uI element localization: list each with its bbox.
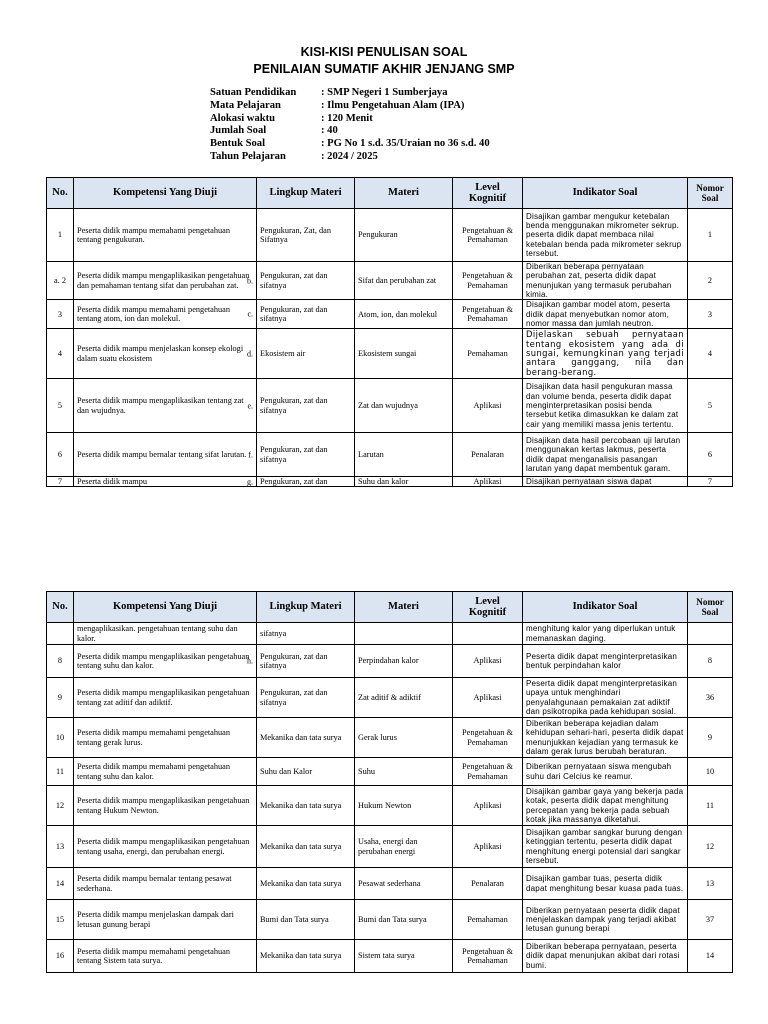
cell-level-text: Pengetahuan & Pemahaman — [462, 304, 513, 324]
cell-kompetensi — [74, 758, 257, 786]
cell-nomor — [688, 262, 733, 300]
cell-indikator — [523, 209, 688, 262]
cell-indikator-text: Diberikan beberapa kejadian dalam kehidupan sehari-hari, peserta didik dapat menunjukkan kejadian yang termasuk ke dalam gerak lurus berubah beraturan. — [526, 718, 684, 756]
table-row — [47, 718, 733, 758]
info-label: Jumlah Soal — [210, 125, 267, 137]
cell-nomor-text: 12 — [705, 841, 715, 851]
cell-no — [47, 900, 74, 940]
info-label: Bentuk Soal — [210, 138, 266, 150]
cell-indikator — [523, 718, 688, 758]
cell-materi — [355, 300, 453, 329]
table-header-row — [47, 592, 733, 623]
identity-block — [210, 87, 490, 164]
cell-nomor-text: 8 — [707, 656, 713, 666]
cell-no-text: 1 — [57, 230, 63, 240]
list-marker: f. — [248, 450, 253, 460]
cell-indikator — [523, 678, 688, 718]
cell-materi-text: Perpindahan kalor — [358, 656, 419, 666]
cell-lingkup-text: Pengukuran, zat dan sifatnya — [260, 271, 328, 290]
cell-lingkup-text: Bumi dan Tata surya — [260, 914, 329, 924]
cell-nomor-text: 36 — [705, 692, 715, 702]
info-label: Mata Pelajaran — [210, 99, 281, 111]
cell-indikator-text: Diberikan beberapa pernyataan, peserta didik dapat menunjukan akibat dari rotasi bumi. — [526, 942, 680, 970]
cell-indikator — [523, 379, 688, 433]
cell-level-text: Penalaran — [471, 878, 504, 888]
cell-kompetensi — [74, 900, 257, 940]
cell-lingkup-text: Pengukuran, Zat, dan Sifatnya — [260, 225, 331, 244]
cell-indikator-text: Peserta didik dapat menginterpretasikan upaya untuk menghindari penyalahgunaan pemakaian zat adiktif dan psikotropika pada kehidupan sosial. — [526, 678, 677, 716]
cell-nomor-text: 1 — [707, 230, 713, 240]
cell-no — [47, 868, 74, 900]
cell-lingkup-text: Mekanika dan tata surya — [260, 732, 342, 742]
cell-kompetensi — [74, 623, 257, 645]
cell-kompetensi-text: Peserta didik mampu mengaplikasikan pengetahuan tentang suhu dan kalor. — [77, 651, 250, 670]
cell-nomor — [688, 329, 733, 379]
cell-no — [47, 718, 74, 758]
col-header-lingkup: Lingkup Materi — [257, 592, 355, 623]
cell-nomor-text: 4 — [707, 349, 713, 359]
cell-kompetensi — [74, 329, 257, 379]
cell-kompetensi — [74, 868, 257, 900]
cell-no-text: 16 — [55, 951, 65, 961]
cell-nomor — [688, 900, 733, 940]
info-value: : 40 — [321, 125, 338, 137]
cell-indikator-text: Disajikan pernyataan siswa dapat — [526, 477, 652, 487]
col-header-no: No. — [47, 592, 74, 623]
cell-nomor — [688, 940, 733, 973]
cell-nomor — [688, 379, 733, 433]
cell-level-text: Aplikasi — [473, 692, 502, 702]
cell-level-text: Pengetahuan & Pemahaman — [462, 762, 513, 781]
cell-materi — [355, 433, 453, 477]
cell-no-text: 6 — [57, 450, 63, 460]
col-header-nomor: Nomor Soal — [688, 592, 733, 623]
cell-materi — [355, 329, 453, 379]
cell-indikator — [523, 300, 688, 329]
cell-lingkup — [257, 433, 355, 477]
cell-nomor — [688, 758, 733, 786]
cell-materi — [355, 826, 453, 868]
col-header-level: Level Kognitif — [453, 178, 523, 209]
cell-no-text: 7 — [57, 477, 63, 487]
cell-kompetensi-text: Peserta didik mampu mengaplikasikan pengetahuan tentang usaha, energi, dan perubahan energi. — [77, 837, 250, 856]
cell-kompetensi — [74, 209, 257, 262]
cell-level — [453, 900, 523, 940]
table-row — [47, 758, 733, 786]
table-row — [47, 940, 733, 973]
cell-level-text: Pengetahuan & Pemahaman — [462, 271, 513, 290]
cell-level-text: Pengetahuan & Pemahaman — [462, 946, 513, 965]
cell-materi-text: Usaha, energi dan perubahan energi — [358, 837, 418, 856]
table-header-row — [47, 178, 733, 209]
cell-no-text: 5 — [57, 401, 63, 411]
cell-level — [453, 209, 523, 262]
cell-materi-text: Sifat dan perubahan zat — [358, 275, 437, 285]
col-header-lingkup: Lingkup Materi — [257, 178, 355, 209]
cell-level — [453, 300, 523, 329]
cell-lingkup — [257, 477, 355, 487]
info-value: : 2024 / 2025 — [321, 150, 378, 162]
cell-nomor — [688, 209, 733, 262]
cell-materi-text: Suhu — [358, 766, 376, 776]
cell-no — [47, 379, 74, 433]
info-row-bentuk — [210, 138, 490, 151]
cell-level — [453, 758, 523, 786]
cell-no-text: 3 — [57, 309, 63, 319]
cell-nomor-text: 13 — [705, 878, 715, 888]
cell-materi-text: Ekosistem sungai — [358, 349, 417, 359]
cell-materi — [355, 900, 453, 940]
cell-no-text: 4 — [57, 349, 63, 359]
cell-nomor — [688, 718, 733, 758]
cell-materi — [355, 718, 453, 758]
cell-indikator — [523, 623, 688, 645]
cell-indikator — [523, 940, 688, 973]
cell-indikator — [523, 329, 688, 379]
cell-indikator — [523, 477, 688, 487]
cell-level — [453, 433, 523, 477]
document-subtitle: PENILAIAN SUMATIF AKHIR JENJANG SMP — [253, 62, 515, 76]
cell-materi — [355, 786, 453, 826]
cell-kompetensi-text: Peserta didik mampu bernalar tentang pesawat sederhana. — [77, 874, 232, 893]
cell-lingkup — [257, 262, 355, 300]
cell-indikator-text: Disajikan gambar tuas, peserta didik dapat menghitung besar kuasa pada tuas. — [526, 874, 684, 893]
cell-materi-text: Sistem tata surya — [358, 951, 415, 961]
cell-indikator — [523, 786, 688, 826]
cell-indikator-text: Disajikan data hasil pengukuran massa dan volume benda, peserta didik dapat menginterpretasikan posisi benda tersebut ketika dimasukkan ke dalam zat cair yang memiliki massa jenis tertentu. — [526, 382, 679, 429]
table-body — [47, 209, 733, 487]
cell-no — [47, 940, 74, 973]
table-row — [47, 209, 733, 262]
cell-lingkup — [257, 826, 355, 868]
cell-lingkup-text: Pengukuran, zat dan sifatnya — [260, 688, 328, 707]
cell-nomor-text: 9 — [707, 732, 713, 742]
cell-no — [47, 758, 74, 786]
cell-level — [453, 477, 523, 487]
col-header-kompetensi: Kompetensi Yang Diuji — [74, 592, 257, 623]
col-header-no: No. — [47, 178, 74, 209]
cell-lingkup-text: Ekosistem air — [260, 349, 306, 359]
cell-level-text: Aplikasi — [473, 841, 502, 851]
info-value: : SMP Negeri 1 Sumberjaya — [321, 87, 448, 98]
cell-indikator-text: Diberikan pernyataan peserta didik dapat menjelaskan dampak yang terjadi akibat letusan gunung berapi — [526, 905, 680, 934]
cell-lingkup — [257, 329, 355, 379]
col-header-indikator: Indikator Soal — [523, 592, 688, 623]
cell-no — [47, 826, 74, 868]
info-label: Alokasi waktu — [210, 112, 276, 124]
table-row — [47, 900, 733, 940]
cell-lingkup-text: Suhu dan Kalor — [260, 766, 313, 776]
cell-nomor-text: 3 — [707, 309, 713, 319]
cell-lingkup — [257, 623, 355, 645]
cell-kompetensi — [74, 678, 257, 718]
cell-indikator-text: Disajikan gambar sangkar burung dengan ketinggian tertentu, peserta didik dapat menghitung energi potensial dari sangkar tersebut. — [526, 827, 683, 865]
cell-materi — [355, 477, 453, 487]
cell-no — [47, 623, 74, 645]
cell-kompetensi-text: Peserta didik mampu memahami pengetahuan tentang atom, ion dan molekul. — [77, 304, 230, 324]
cell-kompetensi — [74, 645, 257, 678]
cell-lingkup-text: Mekanika dan tata surya — [260, 841, 342, 851]
cell-no-text: 15 — [55, 914, 65, 924]
table-row — [47, 300, 733, 329]
cell-materi — [355, 678, 453, 718]
cell-level — [453, 868, 523, 900]
cell-lingkup-text: sifatnya — [260, 628, 287, 638]
cell-no — [47, 209, 74, 262]
cell-level-text: Aplikasi — [473, 401, 502, 411]
cell-nomor — [688, 786, 733, 826]
cell-materi-text: Zat dan wujudnya — [358, 401, 418, 411]
cell-level-text: Aplikasi — [473, 477, 502, 487]
cell-no — [47, 300, 74, 329]
col-header-materi: Materi — [355, 592, 453, 623]
cell-nomor — [688, 645, 733, 678]
cell-indikator-text: Diberikan beberapa pernyataan perubahan zat, peserta didik dapat menunjukan yang termasuk perubahan kimia. — [526, 262, 672, 299]
info-value: : PG No 1 s.d. 35/Uraian no 36 s.d. 40 — [321, 138, 490, 150]
cell-lingkup — [257, 379, 355, 433]
cell-level — [453, 678, 523, 718]
cell-indikator-text: Diberikan pernyataan siswa mengubah suhu dari Celcius ke reamur. — [526, 762, 672, 781]
cell-nomor — [688, 678, 733, 718]
info-value: : Ilmu Pengetahuan Alam (IPA) — [321, 99, 465, 111]
cell-kompetensi — [74, 786, 257, 826]
cell-no-text: 12 — [55, 800, 65, 810]
cell-no-text: 8 — [57, 656, 63, 666]
col-header-level: Level Kognitif — [453, 592, 523, 623]
cell-indikator-text: Peserta didik dapat menginterpretasikan bentuk perpindahan kalor — [526, 651, 677, 670]
cell-indikator-text: Disajikan gambar mengukur ketebalan benda menggunakan mikrometer sekrup. peserta didik dapat membaca nilai ketebalan benda pada mikrometer sekrup tersebut. — [526, 211, 682, 258]
col-header-indikator: Indikator Soal — [523, 178, 688, 209]
cell-no-text: 9 — [57, 692, 63, 702]
cell-lingkup-text: Pengukuran, zat dan — [260, 477, 328, 487]
table-row — [47, 477, 733, 487]
cell-no-text: 14 — [55, 878, 65, 888]
info-label: Tahun Pelajaran — [210, 150, 286, 162]
cell-materi-text: Hukum Newton — [358, 800, 412, 810]
cell-nomor-text: 37 — [705, 914, 715, 924]
table-row — [47, 786, 733, 826]
cell-indikator — [523, 826, 688, 868]
cell-kompetensi-text: Peserta didik mampu mengaplikasikan pengetahuan dan pemahaman tentang sifat dan perubahan zat. — [77, 271, 250, 290]
cell-lingkup — [257, 758, 355, 786]
cell-kompetensi-text: Peserta didik mampu memahami pengetahuan tentang pengukuran. — [77, 225, 230, 244]
cell-nomor-text: 2 — [707, 275, 713, 285]
table-row — [47, 678, 733, 718]
cell-level-text: Pemahaman — [467, 349, 508, 359]
cell-indikator — [523, 758, 688, 786]
cell-kompetensi-text: Peserta didik mampu memahami pengetahuan tentang suhu dan kalor. — [77, 762, 230, 781]
cell-nomor — [688, 826, 733, 868]
cell-kompetensi — [74, 433, 257, 477]
cell-no — [47, 477, 74, 487]
cell-lingkup — [257, 900, 355, 940]
cell-nomor — [688, 433, 733, 477]
cell-kompetensi-text: Peserta didik mampu memahami pengetahuan tentang gerak lurus. — [77, 728, 230, 747]
info-value: : 120 Menit — [321, 112, 373, 124]
document-title: KISI-KISI PENULISAN SOAL — [300, 45, 468, 59]
table-row — [47, 868, 733, 900]
table-row — [47, 329, 733, 379]
cell-level — [453, 940, 523, 973]
cell-no — [47, 786, 74, 826]
cell-level — [453, 262, 523, 300]
cell-lingkup-text: Pengukuran, zat dan sifatnya — [260, 304, 328, 324]
cell-kompetensi-text: Peserta didik mampu mengaplikasikan pengetahuan tentang Hukum Newton. — [77, 796, 250, 815]
cell-indikator-text: Disajikan data hasil percobaan uji larutan menggunakan kertas lakmus, peserta didik dapat menganalisis pasangan larutan yang dapat membentuk garam. — [526, 436, 681, 473]
cell-kompetensi — [74, 477, 257, 487]
list-marker: g. — [247, 477, 253, 487]
cell-kompetensi — [74, 940, 257, 973]
cell-materi-text: Gerak lurus — [358, 732, 397, 742]
cell-level-text: Aplikasi — [473, 800, 502, 810]
list-marker: h. — [247, 656, 253, 666]
info-row-satuan — [210, 87, 490, 100]
list-marker: c. — [247, 309, 253, 319]
cell-level — [453, 718, 523, 758]
cell-materi-text: Bumi dan Tata surya — [358, 914, 427, 924]
list-marker: d. — [247, 349, 253, 359]
cell-level — [453, 826, 523, 868]
cell-nomor-text: 7 — [707, 477, 713, 487]
cell-indikator — [523, 645, 688, 678]
table-row — [47, 645, 733, 678]
cell-nomor-text: 10 — [705, 766, 715, 776]
cell-kompetensi-text: Peserta didik mampu bernalar tentang sifat larutan. — [77, 450, 247, 460]
cell-level — [453, 329, 523, 379]
cell-nomor — [688, 623, 733, 645]
cell-materi — [355, 379, 453, 433]
cell-level — [453, 786, 523, 826]
cell-nomor-text: 5 — [707, 401, 713, 411]
cell-indikator — [523, 900, 688, 940]
cell-no-text: 11 — [56, 766, 64, 776]
table-body — [47, 623, 733, 973]
cell-lingkup-text: Mekanika dan tata surya — [260, 878, 342, 888]
cell-lingkup — [257, 300, 355, 329]
table-row — [47, 379, 733, 433]
cell-kompetensi-text: Peserta didik mampu — [77, 477, 148, 487]
cell-no — [47, 329, 74, 379]
cell-indikator — [523, 262, 688, 300]
cell-level — [453, 623, 523, 645]
cell-kompetensi — [74, 718, 257, 758]
cell-lingkup — [257, 718, 355, 758]
cell-materi — [355, 262, 453, 300]
cell-kompetensi — [74, 262, 257, 300]
cell-level — [453, 645, 523, 678]
cell-nomor-text: 6 — [707, 450, 713, 460]
cell-lingkup — [257, 868, 355, 900]
cell-level-text: Pengetahuan & Pemahaman — [462, 225, 513, 244]
cell-level — [453, 379, 523, 433]
col-header-materi: Materi — [355, 178, 453, 209]
info-row-alokasi — [210, 113, 490, 126]
col-header-nomor: Nomor Soal — [688, 178, 733, 209]
cell-no — [47, 678, 74, 718]
cell-lingkup — [257, 940, 355, 973]
cell-nomor-text: 11 — [706, 800, 714, 810]
cell-no-text: 13 — [55, 841, 65, 851]
kisi-table-page-1 — [46, 177, 733, 487]
cell-no-text: a. 2 — [54, 275, 66, 285]
cell-kompetensi-text: Peserta didik mampu mengaplikasikan tentang zat dan wujudnya. — [77, 396, 244, 415]
cell-kompetensi — [74, 826, 257, 868]
cell-level-text: Aplikasi — [473, 656, 502, 666]
cell-indikator-text: Disajikan gambar gaya yang bekerja pada kotak, peserta didik dapat menghitung percepatan yang bekerja pada sebuah kotak jika massanya diketahui. — [526, 786, 684, 824]
cell-kompetensi-text: Peserta didik mampu mengaplikasikan pengetahuan tentang zat aditif dan adiktif. — [77, 688, 250, 707]
cell-no — [47, 262, 74, 300]
cell-lingkup-text: Mekanika dan tata surya — [260, 800, 342, 810]
list-marker: b. — [247, 275, 253, 285]
cell-materi — [355, 868, 453, 900]
cell-kompetensi-text: Peserta didik mampu menjelaskan konsep ekologi dalam suatu ekosistem — [77, 344, 244, 363]
cell-lingkup-text: Pengukuran, zat dan sifatnya — [260, 651, 328, 670]
cell-indikator-text: Dijelaskan sebuah pernyataan tentang ekosistem yang ada di sungai, kemungkinan yang terjadi antara ganggang, nila dan berang-berang. — [526, 329, 684, 377]
cell-kompetensi — [74, 300, 257, 329]
cell-indikator — [523, 868, 688, 900]
info-row-tahun — [210, 151, 490, 164]
cell-indikator — [523, 433, 688, 477]
cell-kompetensi-text: Peserta didik mampu menjelaskan dampak dari letusan gunung berapi — [77, 910, 234, 929]
cell-materi — [355, 209, 453, 262]
cell-materi-text: Pesawat sederhana — [358, 878, 421, 888]
info-row-mapel — [210, 100, 490, 113]
cell-materi — [355, 758, 453, 786]
table-row — [47, 623, 733, 645]
cell-nomor — [688, 477, 733, 487]
cell-lingkup-text: Pengukuran, zat dan sifatnya — [260, 396, 328, 415]
cell-no-text: 10 — [55, 732, 65, 742]
info-label: Satuan Pendidikan — [210, 87, 297, 98]
cell-lingkup-text: Mekanika dan tata surya — [260, 951, 342, 961]
cell-kompetensi — [74, 379, 257, 433]
cell-materi-text: Suhu dan kalor — [358, 477, 409, 487]
cell-materi-text: Pengukuran — [358, 230, 398, 240]
cell-materi — [355, 940, 453, 973]
kisi-table-page-2 — [46, 591, 733, 973]
col-header-kompetensi: Kompetensi Yang Diuji — [74, 178, 257, 209]
cell-nomor-text: 14 — [705, 951, 715, 961]
cell-materi-text: Zat aditif & adiktif — [358, 692, 421, 702]
cell-no — [47, 433, 74, 477]
cell-kompetensi-text: mengaplikasikan. pengetahuan tentang suhu dan kalor. — [77, 624, 238, 643]
cell-level-text: Pengetahuan & Pemahaman — [462, 728, 513, 747]
table-row — [47, 826, 733, 868]
cell-level-text: Pemahaman — [467, 914, 508, 924]
cell-materi-text: Larutan — [358, 450, 384, 460]
cell-lingkup — [257, 678, 355, 718]
table-row — [47, 262, 733, 300]
table-row — [47, 433, 733, 477]
cell-no — [47, 645, 74, 678]
info-row-jumlah — [210, 125, 490, 138]
cell-nomor — [688, 300, 733, 329]
cell-lingkup — [257, 786, 355, 826]
cell-lingkup — [257, 209, 355, 262]
cell-level-text: Penalaran — [471, 450, 504, 460]
cell-materi — [355, 645, 453, 678]
list-marker: e. — [247, 401, 253, 411]
cell-kompetensi-text: Peserta didik mampu memahami pengetahuan tentang Sistem tata surya. — [77, 946, 230, 965]
cell-materi-text: Atom, ion, dan molekul — [358, 309, 438, 319]
cell-lingkup-text: Pengukuran, zat dan sifatnya — [260, 445, 328, 464]
cell-indikator-text: Disajikan gambar model atom, peserta didik dapat menyebutkan nomor atom, nomor massa dan jumlah neutron. — [526, 300, 671, 328]
cell-lingkup — [257, 645, 355, 678]
cell-materi — [355, 623, 453, 645]
cell-indikator-text: menghitung kalor yang diperlukan untuk memanaskan daging. — [526, 624, 676, 643]
cell-nomor — [688, 868, 733, 900]
